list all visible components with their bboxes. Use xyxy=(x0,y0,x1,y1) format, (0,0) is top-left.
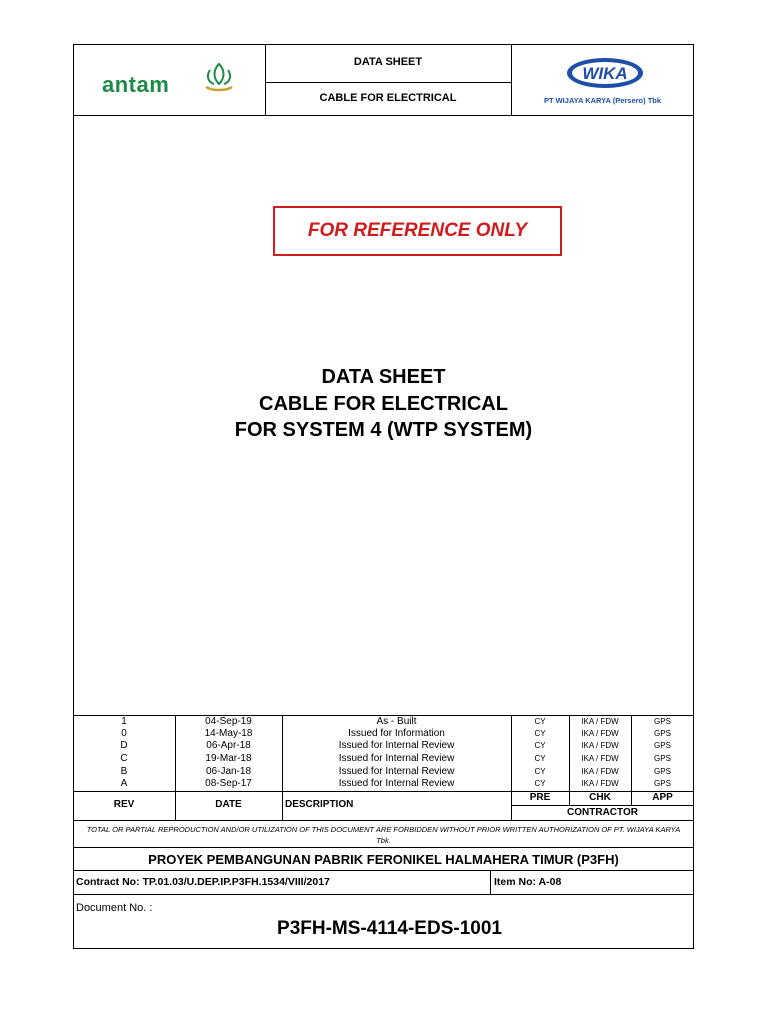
rev-header-chk: CHK xyxy=(589,792,611,803)
reproduction-notice: TOTAL OR PARTIAL REPRODUCTION AND/OR UTILIZATION OF THIS DOCUMENT ARE FORBIDDEN WITHOUT PRIOR WRITTEN AUTHORIZATION OF PT. WIJAYA KARYA Tbk. xyxy=(86,825,681,845)
header-bottom-line xyxy=(73,115,694,116)
reference-only-text: FOR REFERENCE ONLY xyxy=(307,220,528,241)
revision-date: 14-May-18 xyxy=(204,728,253,739)
main-title-line3: FOR SYSTEM 4 (WTP SYSTEM) xyxy=(234,419,533,441)
revision-rev: B xyxy=(120,766,128,777)
contract-bottom-line xyxy=(73,894,694,895)
rev-header-description: DESCRIPTION xyxy=(285,799,354,810)
header-title-top: DATA SHEET xyxy=(353,56,423,68)
revision-description: Issued for Internal Review xyxy=(338,766,455,777)
revision-chk: IKA / FDW xyxy=(581,754,619,763)
revision-chk: IKA / FDW xyxy=(581,741,619,750)
revision-description: Issued for Internal Review xyxy=(338,778,455,789)
revision-description: Issued for Internal Review xyxy=(338,753,455,764)
revision-app: GPS xyxy=(654,717,671,726)
rev-table-approval-line xyxy=(511,805,694,806)
revision-pre: CY xyxy=(534,767,546,776)
antam-logo-text: antam xyxy=(102,72,170,97)
rev-table-bottom xyxy=(73,820,694,821)
revision-app: GPS xyxy=(654,729,671,738)
revision-app: GPS xyxy=(654,741,671,750)
revision-pre: CY xyxy=(534,779,546,788)
revision-row xyxy=(73,777,694,790)
antam-leaf-icon xyxy=(202,60,236,94)
revision-pre: CY xyxy=(534,754,546,763)
revision-date: 04-Sep-19 xyxy=(205,716,252,727)
revision-app: GPS xyxy=(654,754,671,763)
header-title-bottom: CABLE FOR ELECTRICAL xyxy=(319,92,457,104)
header-divider-right xyxy=(511,44,512,115)
rev-header-rev: REV xyxy=(113,799,135,810)
revision-chk: IKA / FDW xyxy=(581,767,619,776)
project-title: PROYEK PEMBANGUNAN PABRIK FERONIKEL HALMAHERA TIMUR (P3FH) xyxy=(148,852,619,867)
wika-logo-emblem xyxy=(565,56,645,90)
contract-number: Contract No: TP.01.03/U.DEP.IP.P3FH.1534/VIII/2017 xyxy=(76,876,330,888)
item-number: Item No: A-08 xyxy=(494,876,562,888)
revision-pre: CY xyxy=(534,717,546,726)
revision-rev: 1 xyxy=(121,716,127,727)
revision-description: As - Built xyxy=(376,716,417,727)
header-mid-line xyxy=(265,82,511,83)
revision-rev: A xyxy=(120,778,128,789)
revision-app: GPS xyxy=(654,767,671,776)
revision-rev: D xyxy=(120,740,128,751)
revision-row xyxy=(73,752,694,765)
wika-logo xyxy=(565,56,645,90)
rev-header-date: DATE xyxy=(215,799,242,810)
revision-description: Issued for Information xyxy=(348,728,445,739)
revision-description: Issued for Internal Review xyxy=(338,740,455,751)
revision-pre: CY xyxy=(534,741,546,750)
rev-header-contractor: CONTRACTOR xyxy=(567,807,638,818)
revision-date: 08-Sep-17 xyxy=(205,778,252,789)
revision-chk: IKA / FDW xyxy=(581,779,619,788)
revision-date: 19-Mar-18 xyxy=(205,753,252,764)
wika-company-name: PT WIJAYA KARYA (Persero) Tbk xyxy=(543,96,662,105)
notice-bottom-line xyxy=(73,847,694,848)
header-divider-left xyxy=(265,44,266,115)
revision-date: 06-Apr-18 xyxy=(206,740,251,751)
main-title-line2: CABLE FOR ELECTRICAL xyxy=(259,393,508,415)
document-number-label: Document No. : xyxy=(76,902,153,914)
main-title-line1: DATA SHEET xyxy=(321,366,446,388)
revision-chk: IKA / FDW xyxy=(581,729,619,738)
document-number: P3FH-MS-4114-EDS-1001 xyxy=(277,918,502,939)
revision-date: 06-Jan-18 xyxy=(205,766,252,777)
revision-pre: CY xyxy=(534,729,546,738)
project-bottom-line xyxy=(73,870,694,871)
rev-header-pre: PRE xyxy=(529,792,551,803)
revision-app: GPS xyxy=(654,779,671,788)
revision-row xyxy=(73,739,694,752)
rev-header-app: APP xyxy=(652,792,673,803)
revision-chk: IKA / FDW xyxy=(581,717,619,726)
revision-rev: C xyxy=(120,753,128,764)
reference-only-stamp xyxy=(273,206,562,256)
contract-item-divider xyxy=(490,870,491,894)
antam-logo xyxy=(102,60,238,100)
revision-rev: 0 xyxy=(121,728,127,739)
wika-logo-text: WIKA xyxy=(582,64,628,83)
